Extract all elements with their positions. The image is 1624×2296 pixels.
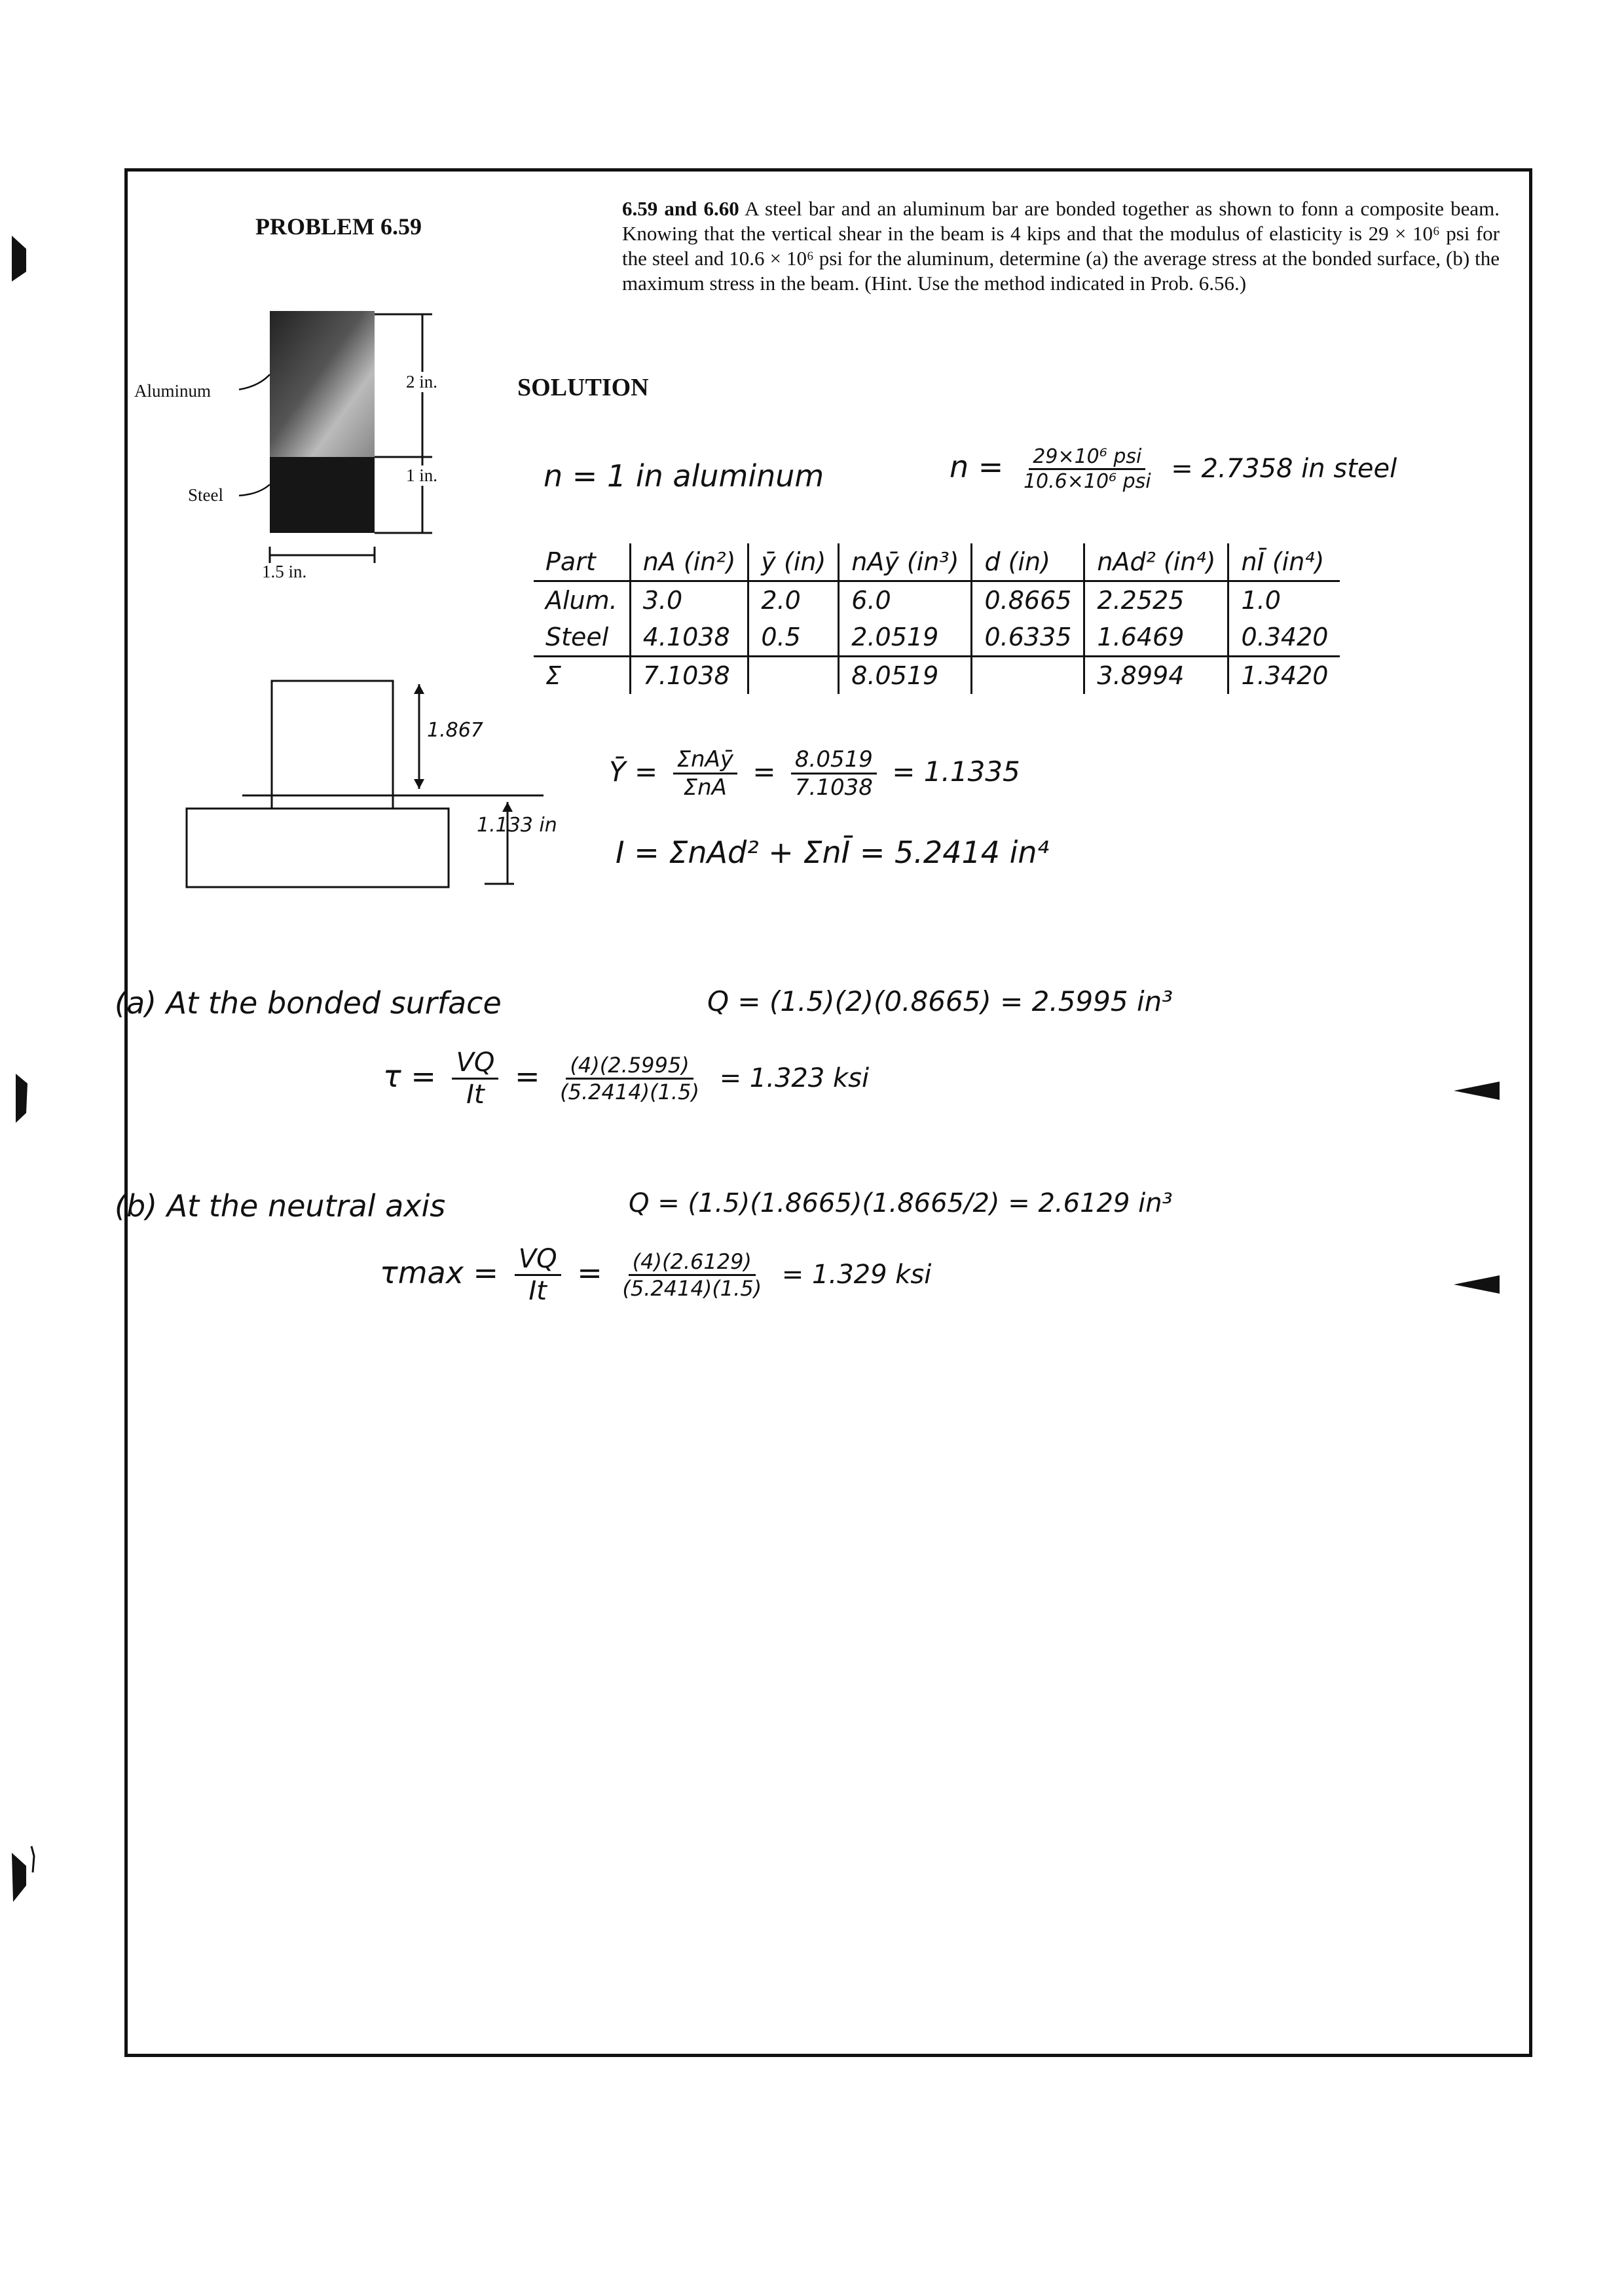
cell: 1.3420	[1228, 657, 1340, 695]
height-bottom-label: 1 in.	[406, 465, 438, 485]
col-nad2: nAd² (in⁴)	[1084, 543, 1228, 581]
table-sum-row	[534, 657, 1340, 695]
part-a-result: = 1.323 ksi	[719, 1063, 870, 1093]
equals: =	[577, 1255, 602, 1290]
numerator: VQ	[452, 1048, 498, 1080]
denominator: (5.2414)(1.5)	[560, 1080, 699, 1104]
answer-marker-b	[1454, 1275, 1500, 1294]
centroid-result: = 1.1335	[892, 756, 1020, 788]
cell: 0.6335	[972, 619, 1084, 657]
steel-bar	[270, 457, 375, 533]
cell: 8.0519	[839, 657, 972, 695]
col-d: d (in)	[972, 543, 1084, 581]
cell: 0.5	[748, 619, 839, 657]
cell: 3.0	[630, 581, 748, 619]
centroid-fraction-numeric	[791, 746, 877, 801]
cell: Steel	[545, 623, 609, 651]
n-steel-numerator: 29×10⁶ psi	[1029, 445, 1145, 470]
numeric-fraction	[556, 1053, 703, 1104]
n-steel-rhs: = 2.7358 in steel	[1171, 454, 1397, 484]
statement-number: 6.59 and 6.60	[622, 197, 739, 220]
cell: 0.8665	[972, 581, 1084, 619]
neutral-axis-sketch	[177, 668, 570, 897]
equals: =	[752, 756, 776, 788]
numeric-fraction	[618, 1249, 766, 1301]
part-a-q: Q = (1.5)(2)(0.8665) = 2.5995 in³	[707, 985, 1173, 1017]
cell: 4.1038	[630, 619, 748, 657]
denominator: 7.1038	[794, 774, 873, 801]
col-na: nA (in²)	[630, 543, 748, 581]
aluminum-label: Aluminum	[134, 381, 212, 401]
part-b-q: Q = (1.5)(1.8665)(1.8665/2) = 2.6129 in³	[629, 1188, 1173, 1218]
centroid-equation	[609, 746, 1020, 801]
denominator: ΣnA	[683, 774, 727, 801]
cell	[972, 657, 1084, 695]
tau-max-symbol: τmax =	[380, 1255, 499, 1290]
vq-fraction	[452, 1048, 498, 1110]
vq-fraction	[515, 1244, 561, 1306]
col-ybar: ȳ (in)	[748, 543, 839, 581]
numerator: ΣnAȳ	[673, 746, 737, 774]
solution-heading: SOLUTION	[517, 374, 649, 401]
n-steel-denominator: 10.6×10⁶ psi	[1023, 470, 1151, 493]
cell: Σ	[534, 657, 630, 695]
statement-text: A steel bar and an aluminum bar are bonded together as shown to fonn a composite beam. Knowing that the vertical shear in the beam is 4 kips and that the modulus of elasticity is 29 × 10⁶ psi for the steel and 10.6 × 10⁶ psi for the aluminum, determine (a) the average stress at the bonded surface, (b) the maximum stress in the beam. (Hint. Use the method indicated in Prob. 6.56.)	[622, 197, 1500, 295]
n-steel-lhs: n =	[950, 449, 1004, 484]
cell: 6.0	[839, 581, 972, 619]
centroid-lhs: Ȳ =	[609, 756, 658, 788]
part-b-result: = 1.329 ksi	[781, 1260, 932, 1290]
inertia-equation: I = ΣnAd² + ΣnĪ = 5.2414 in⁴	[616, 835, 1049, 870]
cell: 1.6469	[1084, 619, 1228, 657]
cell: 0.3420	[1228, 619, 1340, 657]
cell: 2.0	[748, 581, 839, 619]
calculation-table	[534, 543, 1340, 694]
denominator: It	[528, 1276, 547, 1306]
denominator: (5.2414)(1.5)	[622, 1276, 762, 1301]
cell	[748, 657, 839, 695]
table-header-row	[534, 543, 1340, 581]
denominator: It	[466, 1080, 485, 1110]
table-row	[534, 619, 1340, 657]
numerator: VQ	[515, 1244, 561, 1276]
cell: 2.0519	[839, 619, 972, 657]
numerator: (4)(2.5995)	[566, 1053, 693, 1080]
tau-symbol: τ =	[383, 1059, 436, 1094]
part-b-label: (b) At the neutral axis	[115, 1188, 446, 1224]
table-row	[534, 581, 1340, 619]
cell: 2.2525	[1084, 581, 1228, 619]
n-steel-fraction	[1020, 445, 1155, 493]
cell: Alum.	[545, 586, 618, 615]
part-b-stress	[380, 1244, 931, 1306]
col-part: Part	[534, 543, 630, 581]
part-a-label: (a) At the bonded surface	[115, 985, 502, 1021]
numerator: 8.0519	[791, 746, 877, 774]
cell: 7.1038	[630, 657, 748, 695]
aluminum-bar	[270, 311, 375, 457]
cross-section-figure	[124, 301, 465, 589]
lower-dimension: 1.133 in	[477, 814, 557, 837]
margin-marks	[0, 0, 79, 2296]
height-top-label: 2 in.	[406, 372, 438, 392]
steel-label: Steel	[188, 485, 223, 505]
col-nay: nAȳ (in³)	[839, 543, 972, 581]
problem-statement	[622, 196, 1500, 296]
cell: 3.8994	[1084, 657, 1228, 695]
problem-title: PROBLEM 6.59	[255, 213, 422, 240]
cell: 1.0	[1228, 581, 1340, 619]
n-steel	[950, 445, 1397, 493]
part-a-stress	[383, 1048, 869, 1110]
centroid-fraction-symbolic	[673, 746, 737, 801]
col-ni: nĪ (in⁴)	[1228, 543, 1340, 581]
width-label: 1.5 in.	[262, 562, 307, 581]
n-aluminum: n = 1 in aluminum	[544, 458, 824, 494]
upper-dimension: 1.867	[427, 719, 483, 742]
answer-marker-a	[1454, 1082, 1500, 1100]
numerator: (4)(2.6129)	[629, 1249, 756, 1276]
equals: =	[514, 1059, 540, 1094]
